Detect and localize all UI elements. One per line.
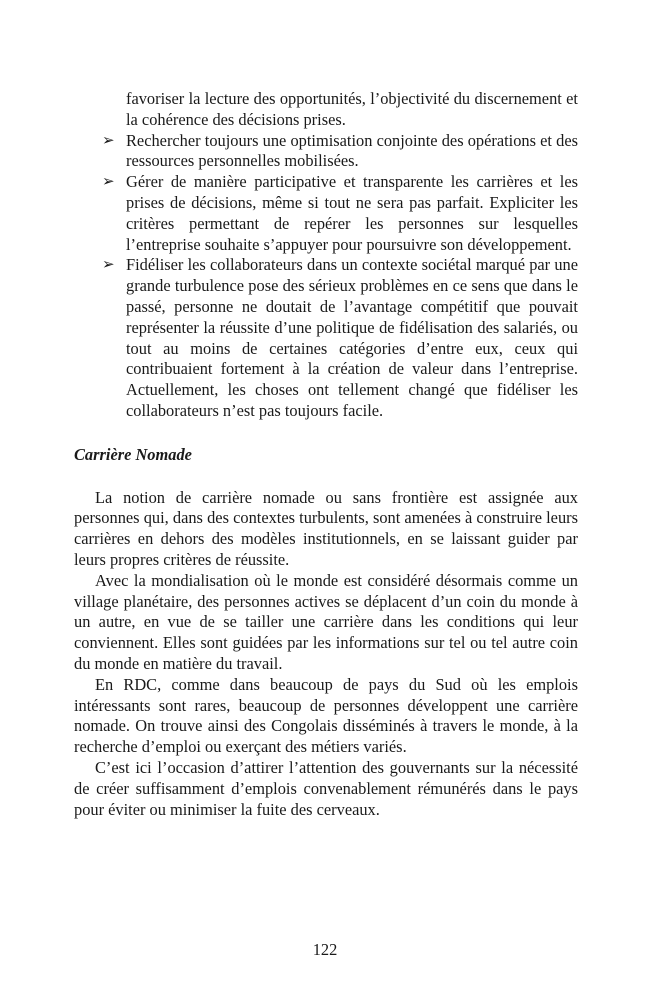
- page-body: [74, 89, 578, 820]
- bullet-text: Gérer de manière participative et transparente les carrières et les prises de décisions, même si tout ne sera pas parfait. Expliciter les critères permettant de repérer les personnes sur lesquelles l’entreprise souhaite s’appuyer pour poursuivre son développement.: [126, 172, 578, 254]
- paragraph: C’est ici l’occasion d’attirer l’attention des gouvernants sur la nécessité de créer suffisamment d’emplois convenablement rémunérés dans le pays pour éviter ou minimiser la fuite des cerveaux.: [74, 757, 578, 819]
- arrow-bullet-icon: ➢: [102, 257, 115, 274]
- paragraph: En RDC, comme dans beaucoup de pays du Sud où les emplois intéressants sont rares, beaucoup de personnes développent une carrière nomade. On trouve ainsi des Congolais disséminés à travers le monde, à la recherche d’emploi ou exerçant des métiers variés.: [74, 674, 578, 757]
- continuation-text: favoriser la lecture des opportunités, l’objectivité du discernement et la cohérence des décisions prises.: [126, 89, 578, 129]
- bullet-item: [74, 131, 578, 173]
- bullet-text: Rechercher toujours une optimisation conjointe des opérations et des ressources personnelles mobilisées.: [126, 130, 578, 171]
- paragraph: Avec la mondialisation où le monde est considéré désormais comme un village planétaire, des personnes actives se déplacent d’un coin du monde à un autre, en vue de se tailler une carrière dans les conditions qui leur conviennent. Elles sont guidées par les informations sur tel ou tel autre coin du monde en matière du travail.: [74, 570, 578, 673]
- arrow-bullet-icon: ➢: [102, 174, 115, 191]
- bullet-text: Fidéliser les collaborateurs dans un contexte sociétal marqué par une grande turbulence pose des sérieux problèmes en ce sens que dans le passé, personne ne doutait de l’avantage compétitif que pouvait représenter la réussite d’une politique de fidélisation des salariés, ou tout au moins de certaines catégories d’entre eux, ceux qui contribuaient fortement à la création de valeur dans l’entreprise. Actuellement, les choses ont tellement changé que fidéliser les collaborateurs n’est pas toujours facile.: [126, 255, 578, 420]
- bullet-item: [74, 172, 578, 255]
- paragraph: La notion de carrière nomade ou sans frontière est assignée aux personnes qui, dans des contextes turbulents, sont amenées à construire leurs carrières en dehors des modèles institutionnels, en se laissant guider par leurs propres critères de réussite.: [74, 487, 578, 569]
- arrow-bullet-icon: ➢: [102, 132, 115, 149]
- section-heading: Carrière Nomade: [74, 444, 192, 464]
- bullet-item: [74, 255, 578, 421]
- page-number: 122: [312, 940, 338, 959]
